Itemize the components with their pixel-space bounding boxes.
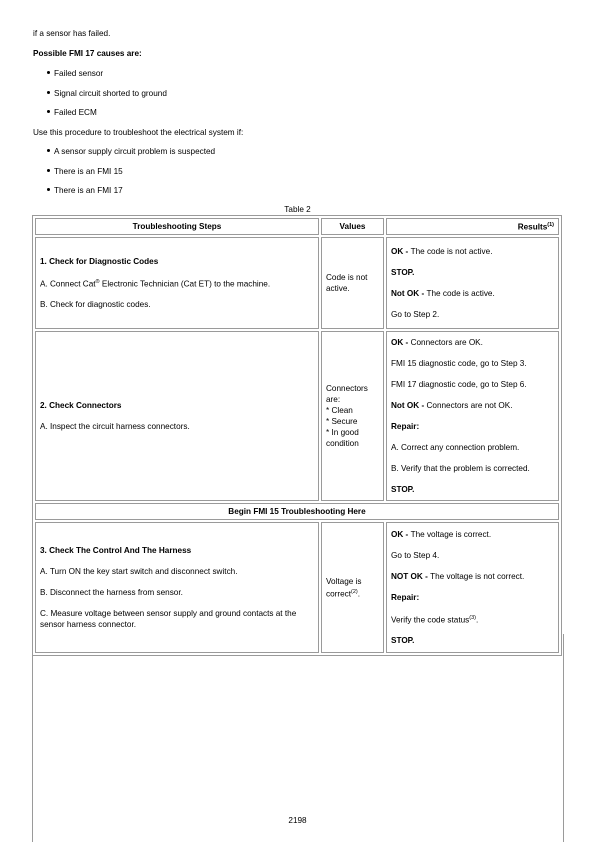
causes-heading: Possible FMI 17 causes are: <box>33 49 142 58</box>
result-goto: Go to Step 4. <box>391 550 440 560</box>
table-continuation-frame <box>32 634 564 842</box>
result-fmi15: FMI 15 diagnostic code, go to Step 3. <box>391 359 527 368</box>
table-row <box>35 503 559 520</box>
step-cell <box>35 237 319 329</box>
repair-step: A. Correct any connection problem. <box>391 443 520 452</box>
result-cell <box>386 237 559 329</box>
result-stop: STOP. <box>391 485 415 494</box>
section-banner: Begin FMI 15 Troubleshooting Here <box>35 503 559 520</box>
result-notok: Not OK - Connectors are not OK. <box>391 401 513 410</box>
result-stop: STOP. <box>391 636 415 646</box>
result-cell <box>386 331 559 501</box>
step-instruction: A. Turn ON the key start switch and disconnect switch. <box>40 567 238 576</box>
header-results: Results$^{(1)}$ <box>386 218 559 235</box>
result-goto: Go to Step 2. <box>391 310 440 319</box>
step-cell <box>35 331 319 501</box>
result-ok: OK - The voltage is correct. <box>391 529 492 539</box>
table-header-row <box>35 218 559 235</box>
header-values: Values <box>321 218 384 235</box>
repair-label: Repair: <box>391 592 420 602</box>
step-instruction: A. Inspect the circuit harness connectors. <box>40 422 190 431</box>
repair-step: B. Verify that the problem is corrected. <box>391 464 530 473</box>
step-title: 2. Check Connectors <box>40 401 122 410</box>
bullet-icon <box>47 149 50 152</box>
value-cell: Voltage is correct$^{(2)}$. <box>321 522 384 653</box>
table-row <box>35 237 559 329</box>
step-instruction: B. Check for diagnostic codes. <box>40 300 151 310</box>
value-cell: Connectors are: * Clean * Secure * In good condition <box>321 331 384 501</box>
repair-step: Verify the code status$^{(3)}$. <box>391 614 479 625</box>
header-steps: Troubleshooting Steps <box>35 218 319 235</box>
list-item: There is an FMI 17 <box>47 185 123 196</box>
result-ok: OK - The code is not active. <box>391 247 493 256</box>
bullet-icon <box>47 71 50 74</box>
bullet-icon <box>47 91 50 94</box>
result-notok: NOT OK - The voltage is not correct. <box>391 571 525 581</box>
table-caption: Table 2 <box>284 205 311 214</box>
page-number: 2198 <box>288 816 307 825</box>
bullet-icon <box>47 169 50 172</box>
value-cell: Code is not active. <box>321 237 384 329</box>
result-stop: STOP. <box>391 268 415 277</box>
list-item: A sensor supply circuit problem is suspected <box>47 146 215 157</box>
table-row <box>35 331 559 501</box>
list-item: Failed ECM <box>47 107 97 118</box>
intro-line: if a sensor has failed. <box>33 29 111 38</box>
list-item: There is an FMI 15 <box>47 166 123 177</box>
result-fmi17: FMI 17 diagnostic code, go to Step 6. <box>391 380 527 389</box>
step-title: 3. Check The Control And The Harness <box>40 546 192 555</box>
troubleshooting-table <box>32 215 562 656</box>
step-title: 1. Check for Diagnostic Codes <box>40 256 159 266</box>
step-instruction: A. Connect Cat® Electronic Technician (Cat ET) to the machine. <box>40 278 271 289</box>
result-ok: OK - Connectors are OK. <box>391 338 483 347</box>
bullet-icon <box>47 110 50 113</box>
bullet-icon <box>47 188 50 191</box>
result-notok: Not OK - The code is active. <box>391 289 495 298</box>
step-instruction: C. Measure voltage between sensor supply and ground contacts at the sensor harness connector. <box>40 609 297 629</box>
step-instruction: B. Disconnect the harness from sensor. <box>40 588 183 597</box>
list-item: Signal circuit shorted to ground <box>47 88 167 99</box>
use-text: Use this procedure to troubleshoot the electrical system if: <box>33 128 244 137</box>
list-item: Failed sensor <box>47 68 103 79</box>
repair-label: Repair: <box>391 422 420 431</box>
